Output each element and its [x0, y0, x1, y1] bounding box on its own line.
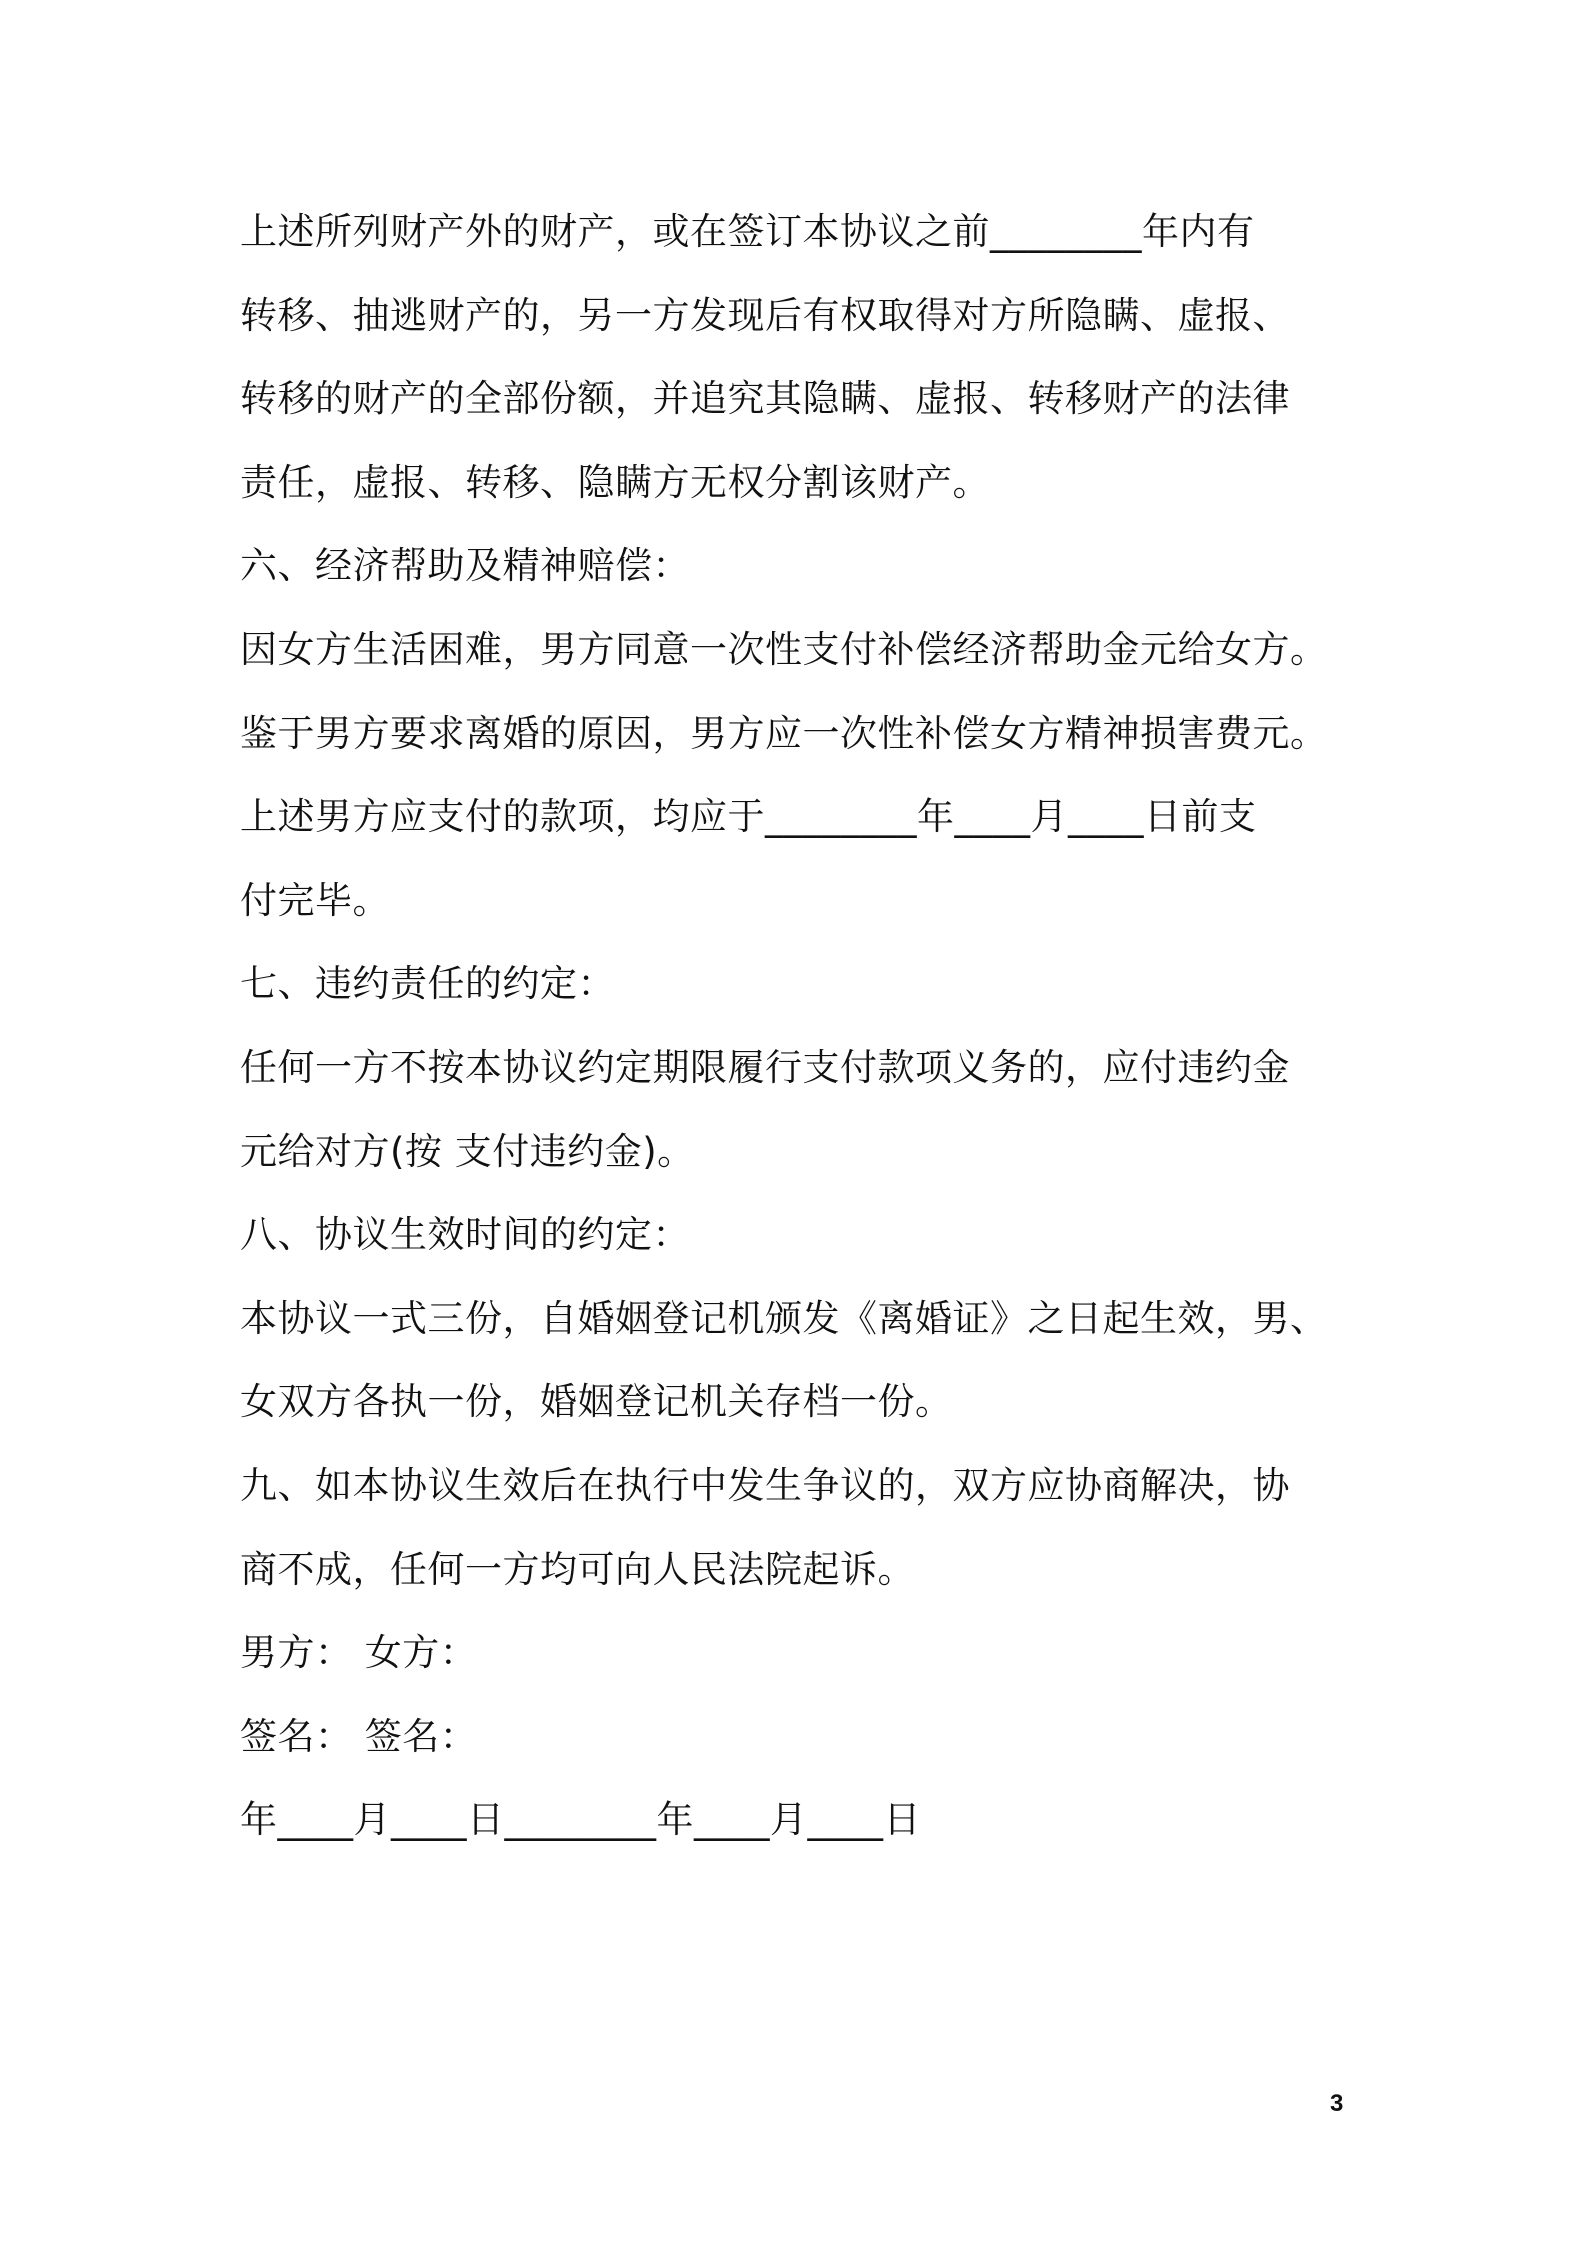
- text-line: 任何一方不按本协议约定期限履行支付款项义务的，应付违约金: [240, 1045, 1290, 1089]
- text-line: 元给对方(按 支付违约金)。: [240, 1129, 695, 1173]
- text-line: 付完毕。: [240, 878, 390, 922]
- date-fields: 年____月____日________年____月____日: [240, 1798, 921, 1842]
- text-line: 本协议一式三份，自婚姻登记机颁发《离婚证》之日起生效，男、: [240, 1296, 1328, 1340]
- text-line: 转移的财产的全部份额，并追究其隐瞒、虚报、转移财产的法律: [240, 377, 1290, 421]
- signature-labels: 签名： 签名：: [240, 1714, 478, 1758]
- text-line: 商不成，任何一方均可向人民法院起诉。: [240, 1547, 915, 1591]
- section-heading-8: 八、协议生效时间的约定：: [240, 1213, 690, 1257]
- text-line: 上述男方应支付的款项，均应于________年____月____日前支: [240, 795, 1257, 839]
- text-line: 责任，虚报、转移、隐瞒方无权分割该财产。: [240, 460, 990, 504]
- text-line: 女双方各执一份，婚姻登记机关存档一份。: [240, 1380, 953, 1424]
- party-labels: 男方： 女方：: [240, 1631, 478, 1675]
- page-number: 3: [1330, 2090, 1344, 2117]
- text-line: 转移、抽逃财产的，另一方发现后有权取得对方所隐瞒、虚报、: [240, 293, 1290, 337]
- document-body: [240, 190, 1380, 1862]
- section-heading-9: 九、如本协议生效后在执行中发生争议的，双方应协商解决，协: [240, 1463, 1290, 1507]
- text-line: 上述所列财产外的财产，或在签订本协议之前________年内有: [240, 210, 1255, 253]
- section-heading-7: 七、违约责任的约定：: [240, 962, 615, 1006]
- text-line: 因女方生活困难，男方同意一次性支付补偿经济帮助金元给女方。: [240, 627, 1328, 671]
- text-line: 鉴于男方要求离婚的原因，男方应一次性补偿女方精神损害费元。: [240, 711, 1328, 755]
- section-heading-6: 六、经济帮助及精神赔偿：: [240, 544, 690, 588]
